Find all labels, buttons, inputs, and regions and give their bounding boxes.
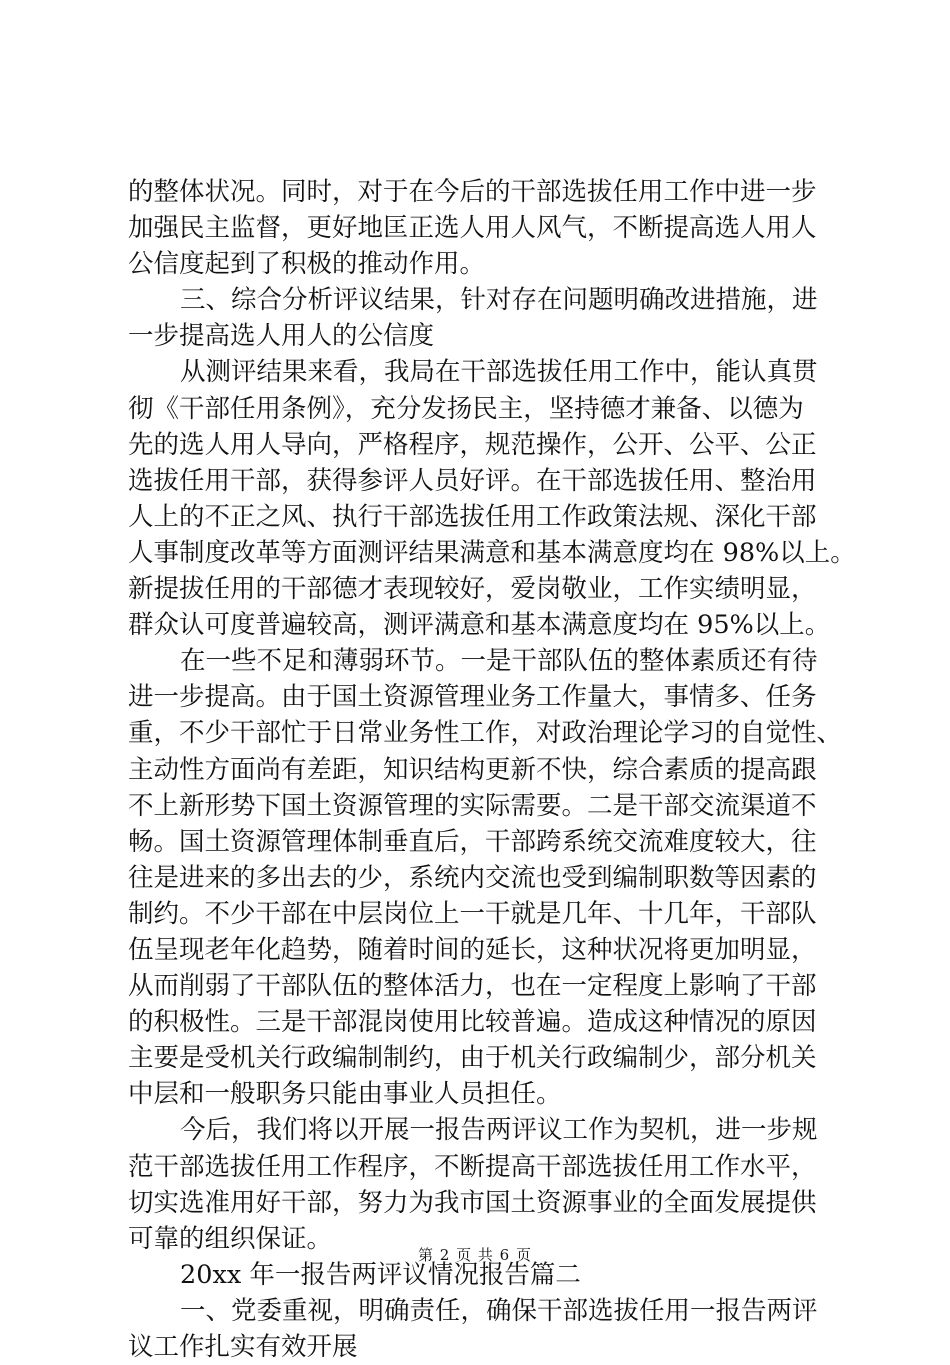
text-line: 从而削弱了干部队伍的整体活力，也在一定程度上影响了干部 [128, 971, 817, 1002]
text-line: 议工作扎实有效开展 [128, 1332, 358, 1362]
text-line: 公信度起到了积极的推动作用。 [128, 249, 486, 280]
text-line: 可靠的组织保证。 [128, 1223, 333, 1254]
text-line: 先的选人用人导向，严格程序，规范操作，公开、公平、公正 [128, 429, 817, 460]
text-line: 一步提高选人用人的公信度 [128, 321, 435, 352]
text-line: 彻《干部任用条例》，充分发扬民主，坚持德才兼备、以德为 [128, 393, 804, 424]
text-line: 畅。国土资源管理体制垂直后，干部跨系统交流难度较大，往 [128, 826, 817, 857]
text-line: 的积极性。三是干部混岗使用比较普遍。造成这种情况的原因 [128, 1007, 817, 1038]
text-line: 人上的不正之风、执行干部选拔任用工作政策法规、深化干部 [128, 501, 817, 532]
text-line: 新提拔任用的干部德才表现较好，爱岗敬业，工作实绩明显， [128, 574, 817, 605]
text-line: 今后，我们将以开展一报告两评议工作为契机，进一步规 [180, 1115, 818, 1146]
text-line: 主动性方面尚有差距，知识结构更新不快，综合素质的提高跟 [128, 754, 817, 785]
text-line: 加强民主监督，更好地匡正选人用人风气，不断提高选人用人 [128, 213, 817, 244]
document-body [128, 174, 856, 1365]
text-line: 的整体状况。同时，对于在今后的干部选拔任用工作中进一步 [128, 177, 817, 207]
text-line: 一、党委重视，明确责任，确保干部选拔任用一报告两评 [180, 1295, 818, 1326]
text-line: 选拔任用干部，获得参评人员好评。在干部选拔任用、整治用 [128, 465, 817, 496]
text-line: 伍呈现老年化趋势，随着时间的延长，这种状况将更加明显， [128, 934, 817, 965]
text-line: 进一步提高。由于国土资源管理业务工作量大，事情多、任务 [128, 682, 817, 713]
text-line: 范干部选拔任用工作程序，不断提高干部选拔任用工作水平， [128, 1151, 817, 1182]
text-line: 往是进来的多出去的少，系统内交流也受到编制职数等因素的 [128, 862, 817, 893]
text-line: 群众认可度普遍较高，测评满意和基本满意度均在 95%以上。 [128, 610, 831, 641]
text-line: 三、综合分析评议结果，针对存在问题明确改进措施，进 [180, 285, 818, 316]
page-footer: 第 2 页 共 6 页 [418, 1246, 532, 1264]
text-line: 不上新形势下国土资源管理的实际需要。二是干部交流渠道不 [128, 790, 817, 821]
text-line: 重，不少干部忙于日常业务性工作，对政治理论学习的自觉性、 [128, 718, 843, 749]
text-line: 在一些不足和薄弱环节。一是干部队伍的整体素质还有待 [180, 646, 818, 677]
text-line: 中层和一般职务只能由事业人员担任。 [128, 1079, 562, 1110]
text-line: 主要是受机关行政编制制约，由于机关行政编制少，部分机关 [128, 1043, 817, 1074]
text-line: 人事制度改革等方面测评结果满意和基本满意度均在 98%以上。 [128, 537, 856, 568]
text-line: 切实选准用好干部，努力为我市国土资源事业的全面发展提供 [128, 1187, 817, 1218]
text-line: 制约。不少干部在中层岗位上一干就是几年、十几年，干部队 [128, 898, 817, 929]
text-line: 从测评结果来看，我局在干部选拔任用工作中，能认真贯 [180, 357, 818, 388]
text-line: 20xx 年一报告两评议情况报告篇二 [180, 1259, 581, 1290]
